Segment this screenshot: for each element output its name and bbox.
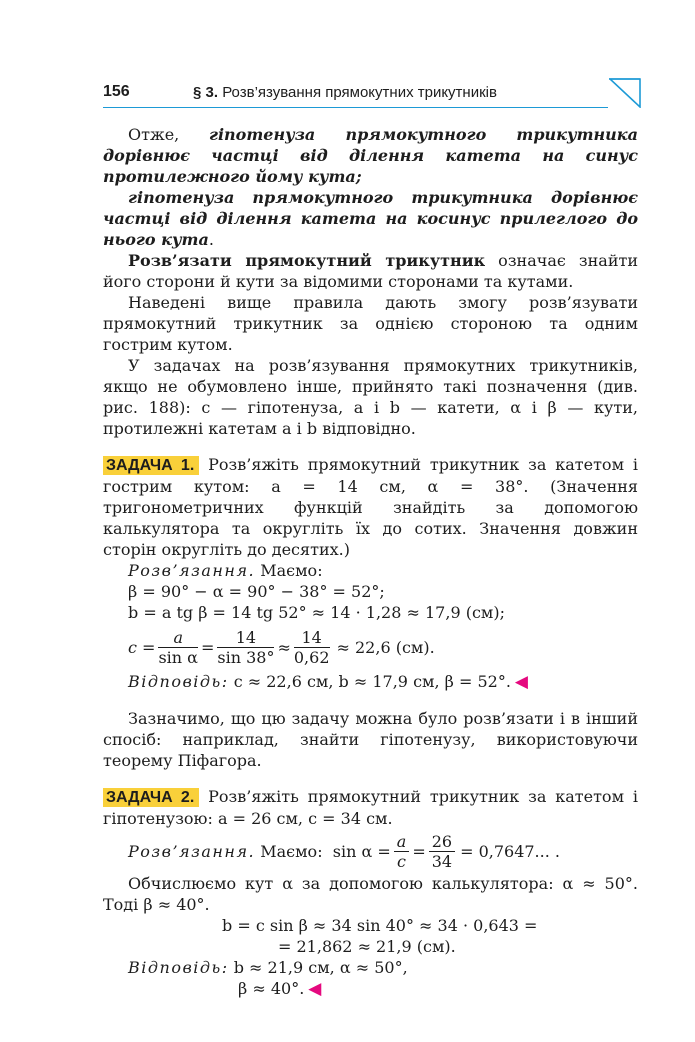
page-number: 156 bbox=[103, 83, 130, 100]
rule-cosine: гіпотенуза прямокутного трикутника дорівнює частці від ділення катета на косинус прилеглого до нього кута. bbox=[103, 188, 638, 249]
paragraph-notation: У задачах на розв’язування прямокутних трикутників, якщо не обумовлено інше, прийнято такі позначення (див. рис. 188): c — гіпотенуза, a і b — катети, α і β — кути, протилежні катетам a і b відповідно. bbox=[103, 356, 638, 438]
fraction: $\frac{14}{0,62}$ bbox=[293, 627, 330, 667]
corner-triangle-icon bbox=[609, 78, 641, 108]
end-of-solution-icon: ◀ bbox=[308, 979, 322, 999]
paragraph-rules: Наведені вище правила дають змогу розв’язувати прямокутний трикутник за однією стороною та одним гострим кутом. bbox=[103, 293, 638, 354]
task1-line1: β = 90° − α = 90° − 38° = 52°; bbox=[128, 582, 385, 601]
task2-answer: Відповідь: b ≈ 21,9 см, α ≈ 50°, bbox=[128, 958, 408, 977]
rule-sine: Отже, гіпотенуза прямокутного трикутника дорівнює частці від ділення катета на синус протилежного йому кута; bbox=[103, 125, 638, 186]
task1-tag: ЗАДАЧА 1. bbox=[103, 456, 199, 475]
task1-formula-c: c = $\frac{a}{\text{sin α}}$ = $\frac{14}{\sin 38^\circ}$ ≈ $\frac{14}{0,62}$ ≈ 22,6 (см). bbox=[128, 627, 435, 667]
task2-tag: ЗАДАЧА 2. bbox=[103, 788, 199, 807]
task1-answer: Відповідь: c ≈ 22,6 см, b ≈ 17,9 см, β = 52°. ◀ bbox=[128, 672, 528, 692]
header-rule bbox=[103, 107, 608, 108]
fraction: $\frac{14}{\sin 38^\circ}$ bbox=[217, 627, 275, 667]
definition: Розв’язати прямокутний трикутник означає знайти його сторони й кути за відомими сторонами та кутами. bbox=[103, 251, 638, 291]
end-of-solution-icon: ◀ bbox=[514, 672, 528, 692]
task1-answer-label: Відповідь: bbox=[128, 672, 229, 691]
rule-sine-text: гіпотенуза прямокутного трикутника дорівнює частці від ділення катета на синус протилежного йому кута; bbox=[103, 125, 638, 186]
task2-solution-intro: Розв’язання. Маємо: sin α = $\frac{a}{c}$ = $\frac{26}{34}$ = 0,7647... . bbox=[128, 831, 560, 871]
section-mark: § 3. bbox=[193, 84, 219, 101]
task1-solution-intro: Розв’язання. Маємо: bbox=[128, 561, 323, 580]
task2-solution-label: Розв’язання. bbox=[128, 841, 256, 861]
definition-term: Розв’язати прямокутний трикутник bbox=[128, 251, 486, 270]
fraction: $\frac{26}{34}$ bbox=[429, 832, 455, 871]
fraction: $\frac{a}{\text{sin α}}$ bbox=[158, 627, 198, 667]
task1-solution-label: Розв’язання. bbox=[128, 561, 256, 580]
task2-answer-label: Відповідь: bbox=[128, 958, 229, 977]
fraction: $\frac{a}{c}$ bbox=[394, 832, 410, 871]
chapter-title bbox=[193, 84, 497, 101]
task2-answer-line2: β ≈ 40°. ◀ bbox=[238, 979, 322, 999]
task1-statement: ЗАДАЧА 1. Розв’яжіть прямокутний трикутник за катетом і гострим кутом: a = 14 см, α = 38°. (Значення тригонометричних функцій знайдіть за допомогою калькулятора та округліть їх до сотих. Значення довжин сторін округліть до десятих.) bbox=[103, 455, 638, 559]
task1-line2: b = a tg β = 14 tg 52° ≈ 14 · 1,28 ≈ 17,9 (см); bbox=[128, 603, 505, 622]
task2-statement: ЗАДАЧА 2. Розв’яжіть прямокутний трикутник за катетом і гіпотенузою: a = 26 см, c = 34 см. bbox=[103, 787, 638, 828]
rule-cosine-text: гіпотенуза прямокутного трикутника дорівнює частці від ділення катета на косинус прилеглого до нього кута bbox=[103, 188, 638, 249]
task2-compute: Обчислюємо кут α за допомогою калькулятора: α ≈ 50°. Тоді β ≈ 40°. bbox=[103, 874, 638, 914]
page-header bbox=[103, 80, 638, 108]
task2-line1: b = c sin β ≈ 34 sin 40° ≈ 34 · 0,643 = bbox=[222, 916, 538, 935]
note-paragraph: Зазначимо, що цю задачу можна було розв’язати і в інший спосіб: наприклад, знайти гіпотенузу, використовуючи теорему Піфагора. bbox=[103, 709, 638, 770]
page-content bbox=[103, 124, 638, 1000]
task2-line2: = 21,862 ≈ 21,9 (см). bbox=[278, 937, 456, 956]
section-title: Розв’язування прямокутних трикутників bbox=[222, 84, 497, 101]
